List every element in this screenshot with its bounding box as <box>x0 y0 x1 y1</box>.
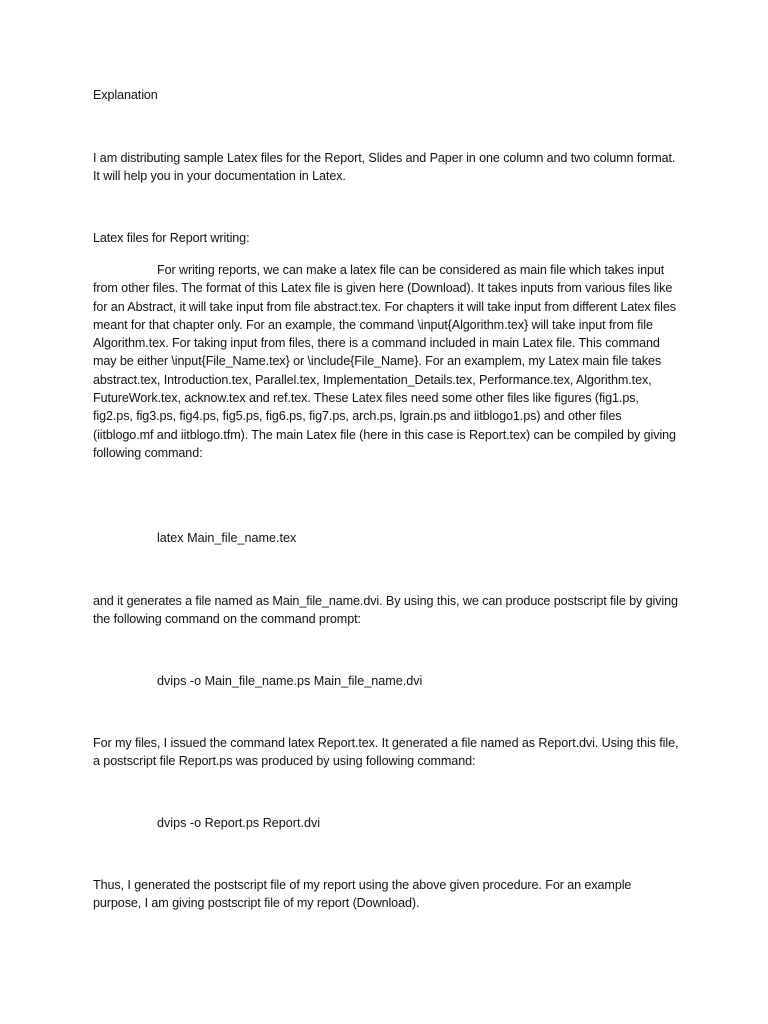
paragraph-report: For my files, I issued the command latex Report.tex. It generated a file named as Report.dvi. Using this file, a postscript file Report.ps was produced by using following command: <box>93 736 679 769</box>
paragraph-conclusion: Thus, I generated the postscript file of my report using the above given procedure. For an example purpose, I am giving postscript file of my report (Download). <box>93 878 632 911</box>
command-dvips-report: dvips -o Report.ps Report.dvi <box>157 816 321 830</box>
main-paragraph: For writing reports, we can make a latex file can be considered as main file which takes input from other files. The format of this Latex file is given here (Download). It takes inputs from various files like for an Abstract, it will take input from file abstract.tex. For chapters it will take input from different Latex files meant for that chapter only. For an example, the command \input{Algorithm.tex} will take input from file Algorithm.tex. For taking input from files, there is a command included in main Latex file. This command may be either \input{File_Name.tex} or \include{File_Name}. For an examplem, my Latex main file takes abstract.tex, Introduction.tex, Parallel.tex, Implementation_Details.tex, Performance.tex, Algorithm.tex, FutureWork.tex, acknow.tex and ref.tex. These Latex files need some other files like figures (fig1.ps, fig2.ps, fig3.ps, fig4.ps, fig5.ps, fig6.ps, fig7.ps, arch.ps, lgrain.ps and iitblogo1.ps) and other files (iitblogo.mf and iitblogo.tfm). The main Latex file (here in this case is Report.tex) can be compiled by giving following command: <box>93 263 676 460</box>
command-latex-main: latex Main_file_name.tex <box>157 531 297 545</box>
section-heading: Latex files for Report writing: <box>93 231 250 245</box>
intro-paragraph: I am distributing sample Latex files for the Report, Slides and Paper in one column and two column format. It will help you in your documentation in Latex. <box>93 151 676 184</box>
paragraph-dvi: and it generates a file named as Main_file_name.dvi. By using this, we can produce postscript file by giving the following command on the command prompt: <box>93 594 678 627</box>
document-heading: Explanation <box>93 88 158 102</box>
command-dvips-main: dvips -o Main_file_name.ps Main_file_name.dvi <box>157 674 423 688</box>
